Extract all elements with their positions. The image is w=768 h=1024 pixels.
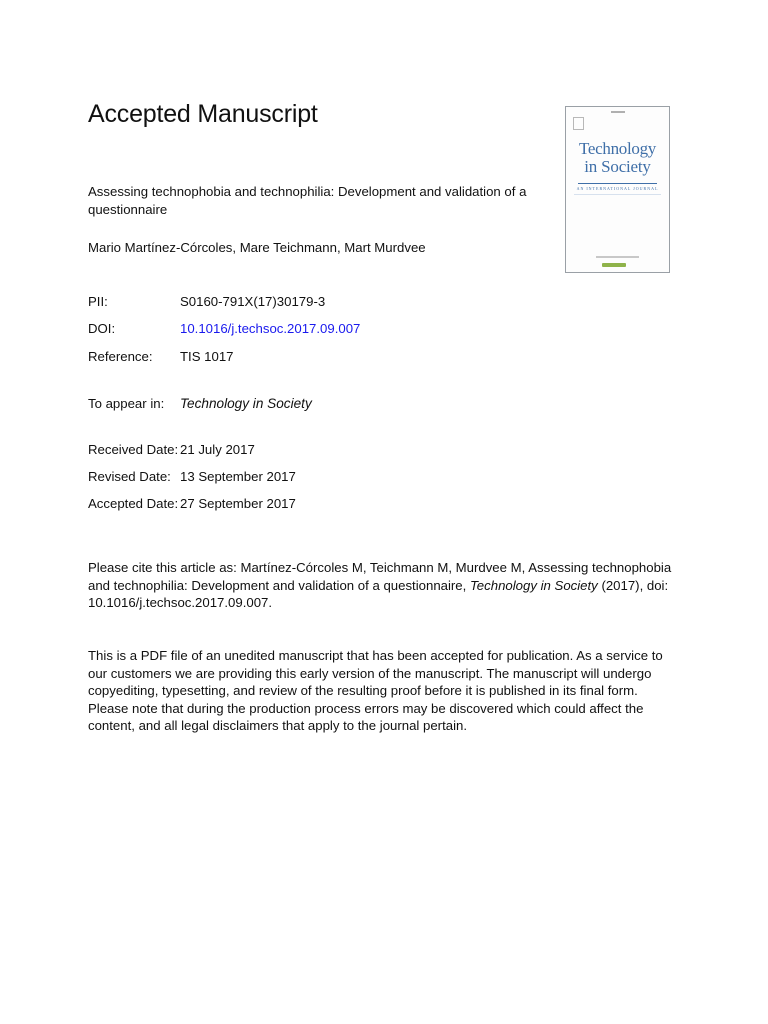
- disclaimer-paragraph: This is a PDF file of an unedited manuscript that has been accepted for publication. As a service to our customers we are providing this early version of the manuscript. The manuscript will undergo copyediting, typesetting, and review of the resulting proof before it is published in its final form. Please note that during the production process errors may be discovered which could affect the content, and all legal disclaimers that apply to the journal pertain.: [88, 648, 663, 733]
- revised-label: Revised Date:: [88, 469, 171, 484]
- doi-row: [88, 320, 360, 338]
- appear-label: To appear in:: [88, 396, 165, 411]
- received-label: Received Date:: [88, 442, 179, 457]
- citation-suffix: (2017), doi: 10.1016/j.techsoc.2017.09.007.: [88, 577, 669, 610]
- article-title: Assessing technophobia and technophilia: Development and validation of a questionnaire: [88, 184, 527, 217]
- author-list: Mario Martínez-Córcoles, Mare Teichmann, Mart Murdvee: [88, 240, 426, 255]
- citation-prefix: Please cite this article as: Martínez-Córcoles M, Teichmann M, Murdvee M, Assessing technophobia and technophilia: Development and validation of a questionnaire,: [88, 560, 672, 593]
- received-value: 21 July 2017: [180, 442, 255, 457]
- reference-row: [88, 348, 234, 366]
- pii-value: S0160-791X(17)30179-3: [180, 294, 326, 309]
- pii-label: PII:: [88, 294, 108, 309]
- citation-paragraph: [88, 559, 678, 612]
- publisher-logo-icon: [573, 117, 584, 130]
- accepted-label: Accepted Date:: [88, 496, 179, 511]
- cover-footer-logo-icon: [602, 263, 626, 267]
- cover-footer-text-mark: [596, 256, 639, 258]
- revised-value: 13 September 2017: [180, 469, 296, 484]
- cover-divider-light: [574, 194, 661, 195]
- pii-row: [88, 293, 325, 311]
- cover-title-line1: Technology: [578, 139, 656, 158]
- citation-journal: Technology in Society: [469, 577, 598, 593]
- appear-row: [88, 395, 312, 413]
- received-row: [88, 441, 255, 459]
- journal-cover-image: [565, 106, 670, 273]
- doi-link[interactable]: 10.1016/j.techsoc.2017.09.007: [180, 321, 361, 336]
- cover-header-mark: [611, 111, 625, 113]
- cover-title: [566, 140, 669, 175]
- reference-label: Reference:: [88, 349, 153, 364]
- reference-value: TIS 1017: [180, 349, 234, 364]
- accepted-row: [88, 495, 296, 513]
- cover-title-line2: in Society: [584, 157, 651, 176]
- accepted-value: 27 September 2017: [180, 496, 296, 511]
- journal-name: Technology in Society: [180, 396, 312, 411]
- page-heading: Accepted Manuscript: [88, 100, 318, 128]
- revised-row: [88, 468, 296, 486]
- cover-divider: [578, 183, 657, 184]
- doi-label: DOI:: [88, 321, 116, 336]
- cover-subtitle: AN INTERNATIONAL JOURNAL: [576, 186, 659, 191]
